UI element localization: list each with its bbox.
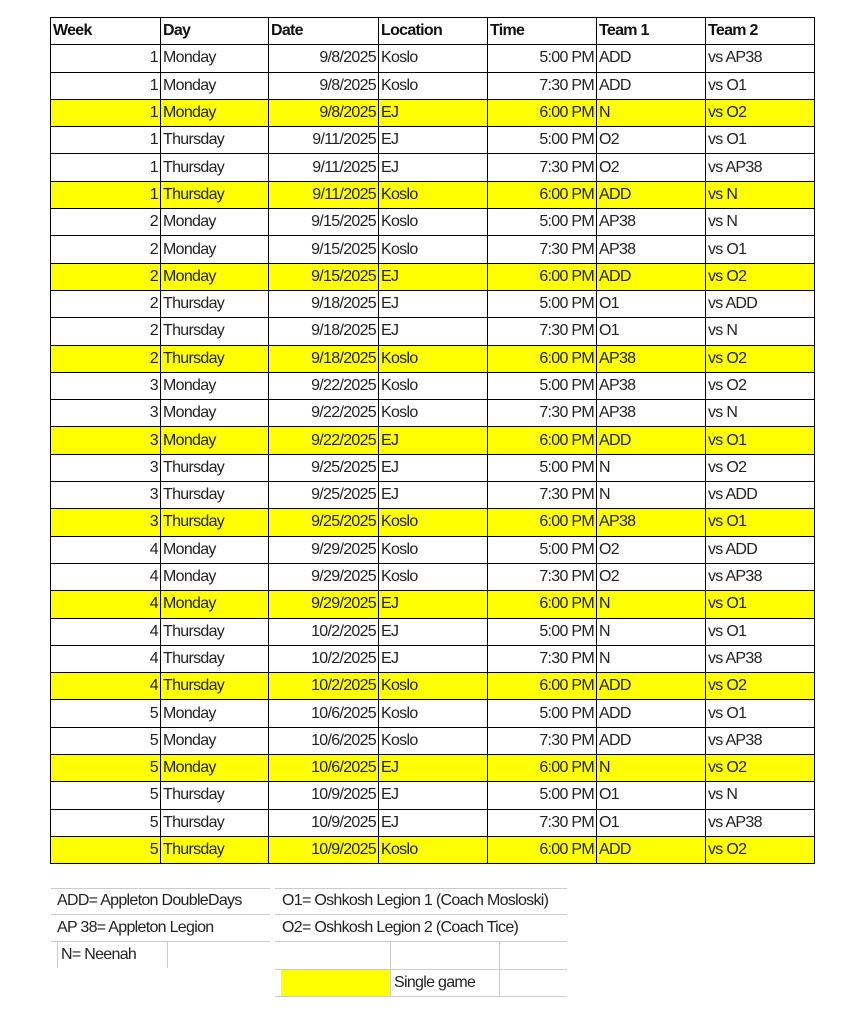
team2-cell[interactable]: vs O1 — [706, 72, 815, 99]
time-cell[interactable]: 6:00 PM — [488, 263, 597, 290]
time-cell[interactable]: 6:00 PM — [488, 755, 597, 782]
header-row — [51, 18, 815, 45]
date-cell[interactable]: 10/9/2025 — [269, 836, 379, 863]
day-cell[interactable]: Thursday — [161, 454, 269, 481]
week-cell[interactable]: 2 — [51, 236, 161, 263]
week-cell[interactable]: 3 — [51, 427, 161, 454]
day-cell[interactable]: Monday — [161, 263, 269, 290]
table-row — [51, 809, 815, 836]
team1-cell[interactable]: AP38 — [597, 372, 706, 399]
team2-cell[interactable]: vs N — [706, 181, 815, 208]
team1-cell[interactable]: O1 — [597, 290, 706, 317]
column-header[interactable]: Location — [379, 18, 488, 45]
table-row — [51, 782, 815, 809]
location-cell[interactable]: EJ — [379, 645, 488, 672]
column-header[interactable]: Date — [269, 18, 379, 45]
day-cell[interactable]: Thursday — [161, 290, 269, 317]
week-cell[interactable]: 1 — [51, 127, 161, 154]
week-cell[interactable]: 5 — [51, 836, 161, 863]
team2-cell[interactable]: vs AP38 — [706, 809, 815, 836]
column-header[interactable]: Team 1 — [597, 18, 706, 45]
date-cell[interactable]: 9/15/2025 — [269, 209, 379, 236]
time-cell[interactable]: 7:30 PM — [488, 236, 597, 263]
date-cell[interactable]: 10/6/2025 — [269, 755, 379, 782]
column-header[interactable]: Team 2 — [706, 18, 815, 45]
location-cell[interactable]: EJ — [379, 618, 488, 645]
team1-cell[interactable]: AP38 — [597, 345, 706, 372]
time-cell[interactable]: 5:00 PM — [488, 45, 597, 72]
location-cell[interactable]: Koslo — [379, 45, 488, 72]
team2-cell[interactable]: vs O2 — [706, 372, 815, 399]
time-cell[interactable]: 6:00 PM — [488, 427, 597, 454]
time-cell[interactable]: 6:00 PM — [488, 509, 597, 536]
team2-cell[interactable]: vs ADD — [706, 290, 815, 317]
team2-cell[interactable]: vs O1 — [706, 427, 815, 454]
week-cell[interactable]: 1 — [51, 72, 161, 99]
table-row — [51, 99, 815, 126]
location-cell[interactable]: Koslo — [379, 727, 488, 754]
week-cell[interactable]: 4 — [51, 673, 161, 700]
table-row — [51, 45, 815, 72]
date-cell[interactable]: 9/11/2025 — [269, 181, 379, 208]
location-cell[interactable]: Koslo — [379, 563, 488, 590]
table-row — [51, 290, 815, 317]
team1-cell[interactable]: AP38 — [597, 400, 706, 427]
day-cell[interactable]: Thursday — [161, 181, 269, 208]
team1-cell[interactable]: ADD — [597, 427, 706, 454]
team1-cell[interactable]: ADD — [597, 700, 706, 727]
table-row — [51, 127, 815, 154]
table-row — [51, 263, 815, 290]
team1-cell[interactable]: O1 — [597, 809, 706, 836]
table-row — [51, 618, 815, 645]
team1-cell[interactable]: O2 — [597, 563, 706, 590]
day-cell[interactable]: Thursday — [161, 673, 269, 700]
table-row — [51, 836, 815, 863]
time-cell[interactable]: 7:30 PM — [488, 72, 597, 99]
day-cell[interactable]: Monday — [161, 72, 269, 99]
day-cell[interactable]: Monday — [161, 700, 269, 727]
date-cell[interactable]: 9/8/2025 — [269, 45, 379, 72]
location-cell[interactable]: Koslo — [379, 181, 488, 208]
location-cell[interactable]: EJ — [379, 318, 488, 345]
table-row — [51, 591, 815, 618]
time-cell[interactable]: 7:30 PM — [488, 727, 597, 754]
location-cell[interactable]: Koslo — [379, 345, 488, 372]
date-cell[interactable]: 9/29/2025 — [269, 536, 379, 563]
week-cell[interactable]: 1 — [51, 45, 161, 72]
team2-cell[interactable]: vs O2 — [706, 345, 815, 372]
day-cell[interactable]: Thursday — [161, 509, 269, 536]
location-cell[interactable]: Koslo — [379, 400, 488, 427]
location-cell[interactable]: EJ — [379, 290, 488, 317]
team1-cell[interactable]: ADD — [597, 45, 706, 72]
location-cell[interactable]: Koslo — [379, 536, 488, 563]
table-row — [51, 482, 815, 509]
table-row — [51, 372, 815, 399]
location-cell[interactable]: EJ — [379, 809, 488, 836]
time-cell[interactable]: 5:00 PM — [488, 127, 597, 154]
column-header[interactable]: Time — [488, 18, 597, 45]
location-cell[interactable]: EJ — [379, 127, 488, 154]
time-cell[interactable]: 5:00 PM — [488, 372, 597, 399]
date-cell[interactable]: 9/25/2025 — [269, 454, 379, 481]
table-row — [51, 727, 815, 754]
time-cell[interactable]: 7:30 PM — [488, 482, 597, 509]
location-cell[interactable]: Koslo — [379, 509, 488, 536]
day-cell[interactable]: Monday — [161, 427, 269, 454]
date-cell[interactable]: 9/29/2025 — [269, 563, 379, 590]
table-row — [51, 318, 815, 345]
time-cell[interactable]: 7:30 PM — [488, 563, 597, 590]
team1-cell[interactable]: O2 — [597, 154, 706, 181]
time-cell[interactable]: 5:00 PM — [488, 454, 597, 481]
date-cell[interactable]: 10/6/2025 — [269, 727, 379, 754]
week-cell[interactable]: 2 — [51, 345, 161, 372]
day-cell[interactable]: Thursday — [161, 809, 269, 836]
location-cell[interactable]: EJ — [379, 482, 488, 509]
week-cell[interactable]: 1 — [51, 181, 161, 208]
team2-cell[interactable]: vs AP38 — [706, 563, 815, 590]
schedule-table — [50, 17, 815, 864]
time-cell[interactable]: 5:00 PM — [488, 536, 597, 563]
team2-cell[interactable]: vs O2 — [706, 263, 815, 290]
team1-cell[interactable]: ADD — [597, 673, 706, 700]
time-cell[interactable]: 6:00 PM — [488, 99, 597, 126]
team1-cell[interactable]: ADD — [597, 72, 706, 99]
week-cell[interactable]: 3 — [51, 454, 161, 481]
date-cell[interactable]: 9/18/2025 — [269, 318, 379, 345]
day-cell[interactable]: Thursday — [161, 618, 269, 645]
team2-cell[interactable]: vs O2 — [706, 673, 815, 700]
date-cell[interactable]: 9/8/2025 — [269, 72, 379, 99]
team1-cell[interactable]: N — [597, 99, 706, 126]
date-cell[interactable]: 10/9/2025 — [269, 782, 379, 809]
team1-cell[interactable]: AP38 — [597, 509, 706, 536]
location-cell[interactable]: Koslo — [379, 700, 488, 727]
team2-cell[interactable]: vs O1 — [706, 618, 815, 645]
legend-ap38: AP 38= Appleton Legion — [57, 919, 214, 936]
week-cell[interactable]: 5 — [51, 700, 161, 727]
team1-cell[interactable]: N — [597, 591, 706, 618]
legend-n: N= Neenah — [61, 946, 137, 963]
table-row — [51, 72, 815, 99]
team2-cell[interactable]: vs AP38 — [706, 154, 815, 181]
team2-cell[interactable]: vs O2 — [706, 836, 815, 863]
day-cell[interactable]: Thursday — [161, 482, 269, 509]
time-cell[interactable]: 6:00 PM — [488, 345, 597, 372]
day-cell[interactable]: Monday — [161, 400, 269, 427]
table-row — [51, 154, 815, 181]
team1-cell[interactable]: N — [597, 755, 706, 782]
day-cell[interactable]: Monday — [161, 727, 269, 754]
time-cell[interactable]: 5:00 PM — [488, 290, 597, 317]
time-cell[interactable]: 5:00 PM — [488, 209, 597, 236]
day-cell[interactable]: Monday — [161, 372, 269, 399]
table-row — [51, 345, 815, 372]
legend-o2: O2= Oshkosh Legion 2 (Coach Tice) — [282, 919, 519, 936]
table-row — [51, 181, 815, 208]
date-cell[interactable]: 9/29/2025 — [269, 591, 379, 618]
table-row — [51, 673, 815, 700]
week-cell[interactable]: 4 — [51, 618, 161, 645]
team1-cell[interactable]: ADD — [597, 836, 706, 863]
team1-cell[interactable]: O2 — [597, 536, 706, 563]
team2-cell[interactable]: vs N — [706, 318, 815, 345]
team1-cell[interactable]: N — [597, 645, 706, 672]
table-row — [51, 454, 815, 481]
location-cell[interactable]: EJ — [379, 591, 488, 618]
location-cell[interactable]: EJ — [379, 427, 488, 454]
team1-cell[interactable]: O2 — [597, 127, 706, 154]
table-row — [51, 700, 815, 727]
week-cell[interactable]: 2 — [51, 263, 161, 290]
team2-cell[interactable]: vs AP38 — [706, 727, 815, 754]
date-cell[interactable]: 10/2/2025 — [269, 645, 379, 672]
day-cell[interactable]: Monday — [161, 591, 269, 618]
team2-cell[interactable]: vs N — [706, 209, 815, 236]
location-cell[interactable]: Koslo — [379, 236, 488, 263]
day-cell[interactable]: Monday — [161, 209, 269, 236]
date-cell[interactable]: 9/15/2025 — [269, 236, 379, 263]
team1-cell[interactable]: ADD — [597, 181, 706, 208]
time-cell[interactable]: 6:00 PM — [488, 181, 597, 208]
time-cell[interactable]: 7:30 PM — [488, 154, 597, 181]
team1-cell[interactable]: O1 — [597, 318, 706, 345]
time-cell[interactable]: 6:00 PM — [488, 591, 597, 618]
date-cell[interactable]: 9/22/2025 — [269, 427, 379, 454]
time-cell[interactable]: 7:30 PM — [488, 645, 597, 672]
table-row — [51, 427, 815, 454]
table-row — [51, 563, 815, 590]
date-cell[interactable]: 9/25/2025 — [269, 482, 379, 509]
team1-cell[interactable]: ADD — [597, 263, 706, 290]
time-cell[interactable]: 6:00 PM — [488, 836, 597, 863]
week-cell[interactable]: 3 — [51, 482, 161, 509]
week-cell[interactable]: 4 — [51, 536, 161, 563]
legend-o1: O1= Oshkosh Legion 1 (Coach Mosloski) — [282, 892, 549, 909]
team2-cell[interactable]: vs AP38 — [706, 645, 815, 672]
legend-single-game: Single game — [394, 974, 476, 991]
team2-cell[interactable]: vs O1 — [706, 700, 815, 727]
day-cell[interactable]: Thursday — [161, 645, 269, 672]
week-cell[interactable]: 5 — [51, 809, 161, 836]
table-row — [51, 209, 815, 236]
location-cell[interactable]: EJ — [379, 755, 488, 782]
time-cell[interactable]: 7:30 PM — [488, 400, 597, 427]
location-cell[interactable]: EJ — [379, 99, 488, 126]
time-cell[interactable]: 5:00 PM — [488, 782, 597, 809]
table-row — [51, 536, 815, 563]
team2-cell[interactable]: vs O1 — [706, 236, 815, 263]
team2-cell[interactable]: vs O1 — [706, 591, 815, 618]
day-cell[interactable]: Monday — [161, 563, 269, 590]
table-row — [51, 400, 815, 427]
week-cell[interactable]: 1 — [51, 99, 161, 126]
team2-cell[interactable]: vs O1 — [706, 127, 815, 154]
team2-cell[interactable]: vs O2 — [706, 99, 815, 126]
column-header[interactable]: Week — [51, 18, 161, 45]
table-row — [51, 509, 815, 536]
date-cell[interactable]: 10/2/2025 — [269, 618, 379, 645]
location-cell[interactable]: Koslo — [379, 836, 488, 863]
week-cell[interactable]: 4 — [51, 563, 161, 590]
single-game-swatch — [281, 970, 390, 996]
date-cell[interactable]: 9/25/2025 — [269, 509, 379, 536]
week-cell[interactable]: 3 — [51, 509, 161, 536]
location-cell[interactable]: Koslo — [379, 372, 488, 399]
week-cell[interactable]: 2 — [51, 318, 161, 345]
day-cell[interactable]: Monday — [161, 45, 269, 72]
date-cell[interactable]: 9/18/2025 — [269, 290, 379, 317]
team2-cell[interactable]: vs N — [706, 400, 815, 427]
table-row — [51, 645, 815, 672]
week-cell[interactable]: 1 — [51, 154, 161, 181]
date-cell[interactable]: 10/6/2025 — [269, 700, 379, 727]
week-cell[interactable]: 5 — [51, 755, 161, 782]
week-cell[interactable]: 3 — [51, 400, 161, 427]
day-cell[interactable]: Thursday — [161, 836, 269, 863]
team2-cell[interactable]: vs ADD — [706, 482, 815, 509]
team1-cell[interactable]: ADD — [597, 727, 706, 754]
location-cell[interactable]: EJ — [379, 154, 488, 181]
week-cell[interactable]: 3 — [51, 372, 161, 399]
team2-cell[interactable]: vs ADD — [706, 536, 815, 563]
date-cell[interactable]: 10/9/2025 — [269, 809, 379, 836]
legend-add: ADD= Appleton DoubleDays — [57, 892, 242, 909]
week-cell[interactable]: 5 — [51, 782, 161, 809]
team1-cell[interactable]: O1 — [597, 782, 706, 809]
location-cell[interactable]: EJ — [379, 263, 488, 290]
day-cell[interactable]: Thursday — [161, 154, 269, 181]
week-cell[interactable]: 4 — [51, 645, 161, 672]
team1-cell[interactable]: AP38 — [597, 209, 706, 236]
time-cell[interactable]: 7:30 PM — [488, 809, 597, 836]
team1-cell[interactable]: N — [597, 482, 706, 509]
table-row — [51, 755, 815, 782]
day-cell[interactable]: Thursday — [161, 127, 269, 154]
time-cell[interactable]: 5:00 PM — [488, 700, 597, 727]
week-cell[interactable]: 4 — [51, 591, 161, 618]
team2-cell[interactable]: vs AP38 — [706, 45, 815, 72]
team1-cell[interactable]: N — [597, 618, 706, 645]
team2-cell[interactable]: vs O1 — [706, 509, 815, 536]
date-cell[interactable]: 9/15/2025 — [269, 263, 379, 290]
location-cell[interactable]: EJ — [379, 782, 488, 809]
date-cell[interactable]: 9/22/2025 — [269, 400, 379, 427]
date-cell[interactable]: 9/11/2025 — [269, 127, 379, 154]
week-cell[interactable]: 5 — [51, 727, 161, 754]
date-cell[interactable]: 10/2/2025 — [269, 673, 379, 700]
location-cell[interactable]: EJ — [379, 454, 488, 481]
day-cell[interactable]: Monday — [161, 236, 269, 263]
day-cell[interactable]: Monday — [161, 536, 269, 563]
date-cell[interactable]: 9/22/2025 — [269, 372, 379, 399]
day-cell[interactable]: Monday — [161, 755, 269, 782]
location-cell[interactable]: Koslo — [379, 72, 488, 99]
date-cell[interactable]: 9/18/2025 — [269, 345, 379, 372]
column-header[interactable]: Day — [161, 18, 269, 45]
day-cell[interactable]: Thursday — [161, 345, 269, 372]
location-cell[interactable]: Koslo — [379, 673, 488, 700]
time-cell[interactable]: 6:00 PM — [488, 673, 597, 700]
time-cell[interactable]: 5:00 PM — [488, 618, 597, 645]
day-cell[interactable]: Thursday — [161, 782, 269, 809]
week-cell[interactable]: 2 — [51, 290, 161, 317]
team2-cell[interactable]: vs O2 — [706, 755, 815, 782]
date-cell[interactable]: 9/8/2025 — [269, 99, 379, 126]
team1-cell[interactable]: N — [597, 454, 706, 481]
location-cell[interactable]: Koslo — [379, 209, 488, 236]
team1-cell[interactable]: AP38 — [597, 236, 706, 263]
day-cell[interactable]: Monday — [161, 99, 269, 126]
week-cell[interactable]: 2 — [51, 209, 161, 236]
time-cell[interactable]: 7:30 PM — [488, 318, 597, 345]
team2-cell[interactable]: vs O2 — [706, 454, 815, 481]
table-row — [51, 236, 815, 263]
team2-cell[interactable]: vs N — [706, 782, 815, 809]
day-cell[interactable]: Thursday — [161, 318, 269, 345]
date-cell[interactable]: 9/11/2025 — [269, 154, 379, 181]
